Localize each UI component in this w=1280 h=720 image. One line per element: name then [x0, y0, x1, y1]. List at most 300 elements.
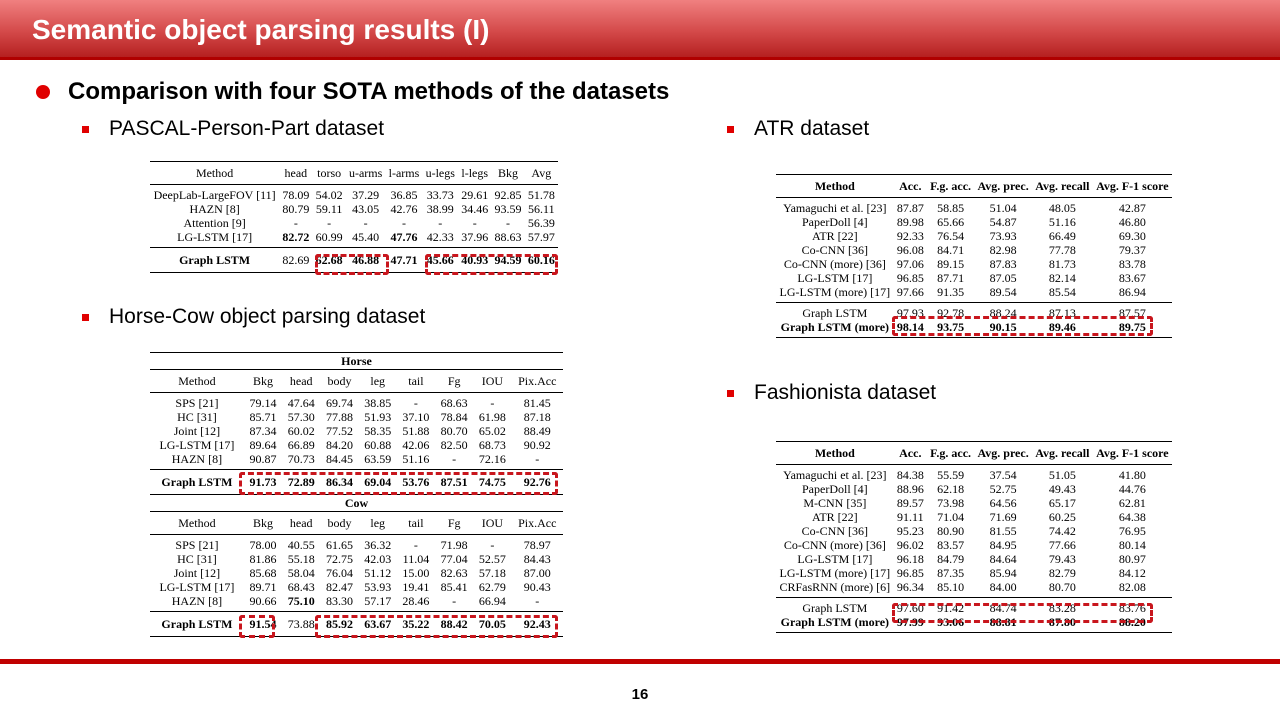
method-cell: Graph LSTM (more): [776, 320, 894, 338]
column-header: F.g. acc.: [927, 175, 974, 198]
value-cell: 15.00: [402, 566, 430, 580]
value-cell: 73.93: [989, 229, 1017, 243]
method-cell: Attention [9]: [183, 216, 246, 230]
value-cell: 36.32: [364, 538, 392, 552]
atr-results-table: [776, 174, 1172, 338]
footer-divider: [0, 659, 1280, 664]
value-cell: 51.78: [527, 188, 555, 202]
method-cell: Joint [12]: [173, 424, 221, 438]
value-cell: 69.74: [325, 396, 353, 410]
column-header: Avg. recall: [1032, 442, 1093, 465]
table-row: [776, 215, 1172, 229]
bullet-dot-icon: [36, 85, 50, 99]
table-header-row: [150, 512, 563, 535]
column-header: Bkg: [491, 162, 524, 185]
value-cell: 80.70: [440, 424, 468, 438]
value-cell: 62.18: [937, 482, 965, 496]
table-row: [150, 410, 563, 424]
value-cell: 84.71: [937, 243, 965, 257]
value-cell: 51.16: [1048, 215, 1076, 229]
value-cell: 78.09: [282, 188, 310, 202]
table-row: [776, 496, 1172, 510]
value-cell: 28.46: [402, 594, 430, 608]
table-row: [150, 424, 563, 438]
value-cell: 82.14: [1048, 271, 1076, 285]
value-cell: 85.54: [1048, 285, 1076, 299]
method-cell: CRFasRNN (more) [6]: [779, 580, 891, 594]
value-cell: 47.76: [390, 230, 418, 244]
value-cell: 60.25: [1048, 510, 1076, 524]
bullet-atr: [727, 117, 869, 141]
column-header: tail: [397, 370, 435, 393]
value-cell: 61.65: [325, 538, 353, 552]
value-cell: 74.75: [473, 470, 511, 495]
column-header: body: [320, 512, 358, 535]
table-row: [776, 580, 1172, 598]
value-cell: 74.42: [1048, 524, 1076, 538]
value-cell: 87.71: [937, 271, 965, 285]
value-cell: 82.79: [1048, 566, 1076, 580]
value-cell: 90.87: [249, 452, 277, 466]
method-cell: M-CNN [35]: [803, 496, 867, 510]
method-cell: LG-LSTM (more) [17]: [779, 566, 891, 580]
value-cell: 69.30: [1118, 229, 1146, 243]
value-cell: 19.41: [402, 580, 430, 594]
value-cell: 70.05: [473, 612, 511, 637]
section-label-atr: ATR dataset: [754, 117, 870, 140]
value-cell: 70.73: [287, 452, 315, 466]
column-header: Method: [150, 162, 279, 185]
value-cell: 87.83: [989, 257, 1017, 271]
value-cell: 73.98: [937, 496, 965, 510]
value-cell: 77.04: [440, 552, 468, 566]
value-cell: -: [535, 452, 540, 466]
value-cell: 33.73: [426, 188, 454, 202]
value-cell: 89.54: [989, 285, 1017, 299]
value-cell: 40.55: [287, 538, 315, 552]
value-cell: 79.37: [1118, 243, 1146, 257]
value-cell: -: [472, 216, 477, 230]
value-cell: 77.52: [325, 424, 353, 438]
value-cell: 77.88: [325, 410, 353, 424]
method-cell: Co-CNN [36]: [801, 524, 868, 538]
value-cell: 48.05: [1048, 201, 1076, 215]
value-cell: 37.96: [461, 230, 489, 244]
value-cell: 47.71: [385, 248, 422, 273]
value-cell: 87.18: [523, 410, 551, 424]
value-cell: 79.43: [1048, 552, 1076, 566]
table-row: [776, 465, 1172, 483]
value-cell: 86.34: [320, 470, 358, 495]
value-cell: 54.02: [315, 188, 343, 202]
column-header: l-legs: [458, 162, 491, 185]
value-cell: 61.98: [478, 410, 506, 424]
method-cell: Graph LSTM (more): [776, 615, 894, 633]
method-cell: Graph LSTM: [150, 470, 244, 495]
value-cell: 54.87: [989, 215, 1017, 229]
value-cell: 95.23: [896, 524, 924, 538]
value-cell: 41.80: [1118, 468, 1146, 482]
table-row: [150, 535, 563, 553]
value-cell: 68.73: [478, 438, 506, 452]
value-cell: 37.10: [402, 410, 430, 424]
slide-title: Semantic object parsing results (I): [32, 14, 490, 45]
value-cell: 96.34: [896, 580, 924, 594]
value-cell: 51.12: [364, 566, 392, 580]
method-cell: LG-LSTM [17]: [159, 438, 235, 452]
value-cell: 84.45: [325, 452, 353, 466]
value-cell: 89.98: [896, 215, 924, 229]
value-cell: 83.76: [1093, 598, 1172, 616]
column-header: Avg: [525, 162, 558, 185]
value-cell: 93.75: [927, 320, 974, 338]
method-cell: LG-LSTM [17]: [159, 580, 235, 594]
table-row: [150, 566, 563, 580]
value-cell: 51.04: [989, 201, 1017, 215]
column-header: Avg. F-1 score: [1093, 442, 1172, 465]
value-cell: -: [293, 216, 298, 230]
value-cell: 80.70: [1048, 580, 1076, 594]
method-cell: HAZN [8]: [171, 594, 223, 608]
column-header: Acc.: [894, 442, 927, 465]
value-cell: 42.87: [1118, 201, 1146, 215]
method-cell: Graph LSTM: [150, 248, 279, 273]
value-cell: 93.59: [494, 202, 522, 216]
value-cell: 87.05: [989, 271, 1017, 285]
value-cell: -: [413, 538, 418, 552]
value-cell: 88.24: [974, 303, 1032, 321]
main-bullet: [36, 78, 669, 106]
value-cell: 66.89: [287, 438, 315, 452]
value-cell: 98.14: [894, 320, 927, 338]
value-cell: 89.75: [1093, 320, 1172, 338]
value-cell: 43.05: [352, 202, 380, 216]
value-cell: 80.97: [1118, 552, 1146, 566]
value-cell: 77.78: [1048, 243, 1076, 257]
value-cell: 92.43: [512, 612, 563, 637]
value-cell: 96.18: [896, 552, 924, 566]
column-header: head: [279, 162, 312, 185]
square-bullet-icon: [727, 390, 734, 397]
value-cell: 80.79: [282, 202, 310, 216]
value-cell: 77.66: [1048, 538, 1076, 552]
value-cell: 96.08: [896, 243, 924, 257]
table-row: [776, 243, 1172, 257]
group-header-row: [150, 495, 563, 512]
value-cell: 84.95: [989, 538, 1017, 552]
column-header: Fg: [435, 370, 473, 393]
value-cell: 87.34: [249, 424, 277, 438]
value-cell: 42.33: [426, 230, 454, 244]
value-cell: 89.15: [937, 257, 965, 271]
value-cell: 62.79: [478, 580, 506, 594]
value-cell: -: [505, 216, 510, 230]
table-row: [776, 538, 1172, 552]
value-cell: 78.84: [440, 410, 468, 424]
table-row: [150, 580, 563, 594]
value-cell: -: [490, 538, 495, 552]
value-cell: 45.66: [422, 248, 458, 273]
value-cell: 29.61: [461, 188, 489, 202]
value-cell: 34.46: [461, 202, 489, 216]
value-cell: -: [452, 452, 457, 466]
value-cell: 40.93: [458, 248, 491, 273]
method-cell: DeepLab-LargeFOV [11]: [153, 188, 276, 202]
value-cell: 57.17: [364, 594, 392, 608]
value-cell: 84.12: [1118, 566, 1146, 580]
method-cell: Co-CNN (more) [36]: [783, 538, 886, 552]
section-label-pascal: PASCAL-Person-Part dataset: [109, 117, 385, 140]
column-header: body: [320, 370, 358, 393]
value-cell: 81.55: [989, 524, 1017, 538]
method-cell: Yamaguchi et al. [23]: [783, 201, 887, 215]
value-cell: 82.63: [440, 566, 468, 580]
value-cell: 46.80: [1118, 215, 1146, 229]
value-cell: 83.30: [325, 594, 353, 608]
value-cell: 91.54: [244, 612, 282, 637]
value-cell: 88.63: [494, 230, 522, 244]
column-header: leg: [359, 370, 397, 393]
value-cell: 85.41: [440, 580, 468, 594]
value-cell: 55.18: [287, 552, 315, 566]
highlight-box: [892, 316, 1153, 336]
title-bar: [0, 0, 1280, 60]
table-row: [776, 552, 1172, 566]
value-cell: 60.02: [287, 424, 315, 438]
value-cell: 84.74: [974, 598, 1032, 616]
method-cell: SPS [21]: [175, 396, 219, 410]
method-cell: SPS [21]: [175, 538, 219, 552]
value-cell: 71.04: [937, 510, 965, 524]
value-cell: 85.71: [249, 410, 277, 424]
table-row: [776, 566, 1172, 580]
value-cell: 92.76: [512, 470, 563, 495]
value-cell: 88.49: [523, 424, 551, 438]
method-cell: ATR [22]: [812, 229, 858, 243]
value-cell: 80.90: [937, 524, 965, 538]
value-cell: 66.49: [1048, 229, 1076, 243]
square-bullet-icon: [82, 314, 89, 321]
value-cell: 76.04: [325, 566, 353, 580]
value-cell: 51.93: [364, 410, 392, 424]
value-cell: 92.85: [494, 188, 522, 202]
value-cell: 83.67: [1118, 271, 1146, 285]
value-cell: 58.04: [287, 566, 315, 580]
value-cell: 42.06: [402, 438, 430, 452]
method-cell: PaperDoll [4]: [802, 215, 868, 229]
value-cell: 91.35: [937, 285, 965, 299]
method-cell: Joint [12]: [173, 566, 221, 580]
value-cell: 85.94: [989, 566, 1017, 580]
value-cell: 51.16: [402, 452, 430, 466]
value-cell: 46.88: [346, 248, 386, 273]
column-header: F.g. acc.: [927, 442, 974, 465]
value-cell: 91.73: [244, 470, 282, 495]
method-cell: HC [31]: [177, 552, 217, 566]
value-cell: 56.39: [527, 216, 555, 230]
column-header: u-arms: [346, 162, 386, 185]
value-cell: 38.99: [426, 202, 454, 216]
value-cell: 87.13: [1032, 303, 1093, 321]
value-cell: 66.94: [478, 594, 506, 608]
value-cell: 78.00: [249, 538, 277, 552]
highlight-box: [239, 615, 275, 638]
table-row: [150, 438, 563, 452]
table-row: [776, 285, 1172, 303]
value-cell: 97.66: [896, 285, 924, 299]
value-cell: 81.86: [249, 552, 277, 566]
square-bullet-icon: [727, 126, 734, 133]
value-cell: 82.72: [282, 230, 310, 244]
method-cell: Yamaguchi et al. [23]: [783, 468, 887, 482]
column-header: Method: [150, 370, 244, 393]
value-cell: 97.93: [894, 303, 927, 321]
table-row: [776, 229, 1172, 243]
value-cell: 11.04: [402, 552, 430, 566]
table-row: [150, 552, 563, 566]
value-cell: 82.98: [989, 243, 1017, 257]
highlight-box: [315, 615, 558, 638]
column-header: Avg. prec.: [974, 175, 1032, 198]
column-header: l-arms: [385, 162, 422, 185]
value-cell: 79.14: [249, 396, 277, 410]
value-cell: 76.95: [1118, 524, 1146, 538]
value-cell: 97.60: [894, 598, 927, 616]
column-header: Acc.: [894, 175, 927, 198]
column-header: IOU: [473, 370, 511, 393]
value-cell: 97.06: [896, 257, 924, 271]
value-cell: 60.88: [364, 438, 392, 452]
value-cell: 84.20: [325, 438, 353, 452]
method-cell: Co-CNN [36]: [801, 243, 868, 257]
column-header: Method: [776, 442, 894, 465]
column-header: Method: [776, 175, 894, 198]
value-cell: 81.73: [1048, 257, 1076, 271]
page-number: 16: [631, 686, 649, 703]
value-cell: 82.47: [325, 580, 353, 594]
value-cell: 87.35: [937, 566, 965, 580]
method-cell: PaperDoll [4]: [802, 482, 868, 496]
column-header: head: [282, 370, 320, 393]
value-cell: 56.11: [528, 202, 555, 216]
value-cell: 64.56: [989, 496, 1017, 510]
value-cell: 97.99: [894, 615, 927, 633]
value-cell: 84.43: [523, 552, 551, 566]
highlight-box: [425, 254, 558, 275]
value-cell: 69.04: [359, 470, 397, 495]
value-cell: 87.51: [435, 470, 473, 495]
value-cell: -: [401, 216, 406, 230]
column-header: Avg. recall: [1032, 175, 1093, 198]
table-header-row: [150, 162, 558, 185]
value-cell: 89.64: [249, 438, 277, 452]
value-cell: 90.15: [974, 320, 1032, 338]
value-cell: 75.10: [287, 594, 315, 608]
value-cell: -: [363, 216, 368, 230]
value-cell: 58.85: [937, 201, 965, 215]
value-cell: 53.76: [397, 470, 435, 495]
value-cell: 88.20: [1093, 615, 1172, 633]
value-cell: 85.10: [937, 580, 965, 594]
value-cell: 92.33: [896, 229, 924, 243]
value-cell: 35.22: [397, 612, 435, 637]
method-cell: HAZN [8]: [171, 452, 223, 466]
table-row: [776, 510, 1172, 524]
value-cell: 68.63: [440, 396, 468, 410]
value-cell: 76.54: [937, 229, 965, 243]
bullet-fashionista: [727, 381, 936, 405]
value-cell: 44.76: [1118, 482, 1146, 496]
table-row: [776, 198, 1172, 216]
value-cell: 96.85: [896, 271, 924, 285]
highlight-box: [315, 254, 389, 275]
value-cell: 80.14: [1118, 538, 1146, 552]
value-cell: 81.45: [523, 396, 551, 410]
value-cell: 88.81: [974, 615, 1032, 633]
group-header-row: [150, 353, 563, 370]
group-title: Horse: [150, 353, 563, 370]
table-row: [150, 185, 558, 203]
value-cell: 52.75: [989, 482, 1017, 496]
value-cell: 82.50: [440, 438, 468, 452]
column-header: Method: [150, 512, 244, 535]
table-row: [150, 230, 558, 248]
value-cell: 62.81: [1118, 496, 1146, 510]
main-bullet-text: Comparison with four SOTA methods of the datasets: [68, 78, 670, 105]
table-row: [150, 216, 558, 230]
value-cell: 82.69: [279, 248, 312, 273]
value-cell: 72.75: [325, 552, 353, 566]
value-cell: -: [413, 396, 418, 410]
method-cell: HC [31]: [177, 410, 217, 424]
value-cell: 89.46: [1032, 320, 1093, 338]
value-cell: 58.35: [364, 424, 392, 438]
method-cell: HAZN [8]: [189, 202, 240, 216]
value-cell: 36.85: [390, 188, 418, 202]
value-cell: 78.97: [523, 538, 551, 552]
column-header: Avg. F-1 score: [1093, 175, 1172, 198]
value-cell: 57.30: [287, 410, 315, 424]
column-header: u-legs: [422, 162, 458, 185]
value-cell: 84.79: [937, 552, 965, 566]
highlight-box: [239, 472, 558, 495]
column-header: head: [282, 512, 320, 535]
value-cell: 91.42: [927, 598, 974, 616]
value-cell: 47.64: [287, 396, 315, 410]
value-cell: 42.76: [390, 202, 418, 216]
value-cell: 63.59: [364, 452, 392, 466]
value-cell: -: [327, 216, 332, 230]
value-cell: 89.71: [249, 580, 277, 594]
column-header: leg: [359, 512, 397, 535]
method-cell: Co-CNN (more) [36]: [783, 257, 886, 271]
value-cell: 85.92: [320, 612, 358, 637]
value-cell: 84.00: [989, 580, 1017, 594]
method-cell: Graph LSTM: [776, 303, 894, 321]
value-cell: 90.92: [523, 438, 551, 452]
method-cell: LG-LSTM [17]: [177, 230, 253, 244]
value-cell: 90.43: [523, 580, 551, 594]
column-header: Avg. prec.: [974, 442, 1032, 465]
value-cell: 87.80: [1032, 615, 1093, 633]
value-cell: 42.03: [364, 552, 392, 566]
value-cell: 87.87: [896, 201, 924, 215]
value-cell: 65.02: [478, 424, 506, 438]
value-cell: 59.11: [315, 202, 343, 216]
value-cell: 38.85: [364, 396, 392, 410]
table-row: [150, 452, 563, 470]
value-cell: 72.89: [282, 470, 320, 495]
